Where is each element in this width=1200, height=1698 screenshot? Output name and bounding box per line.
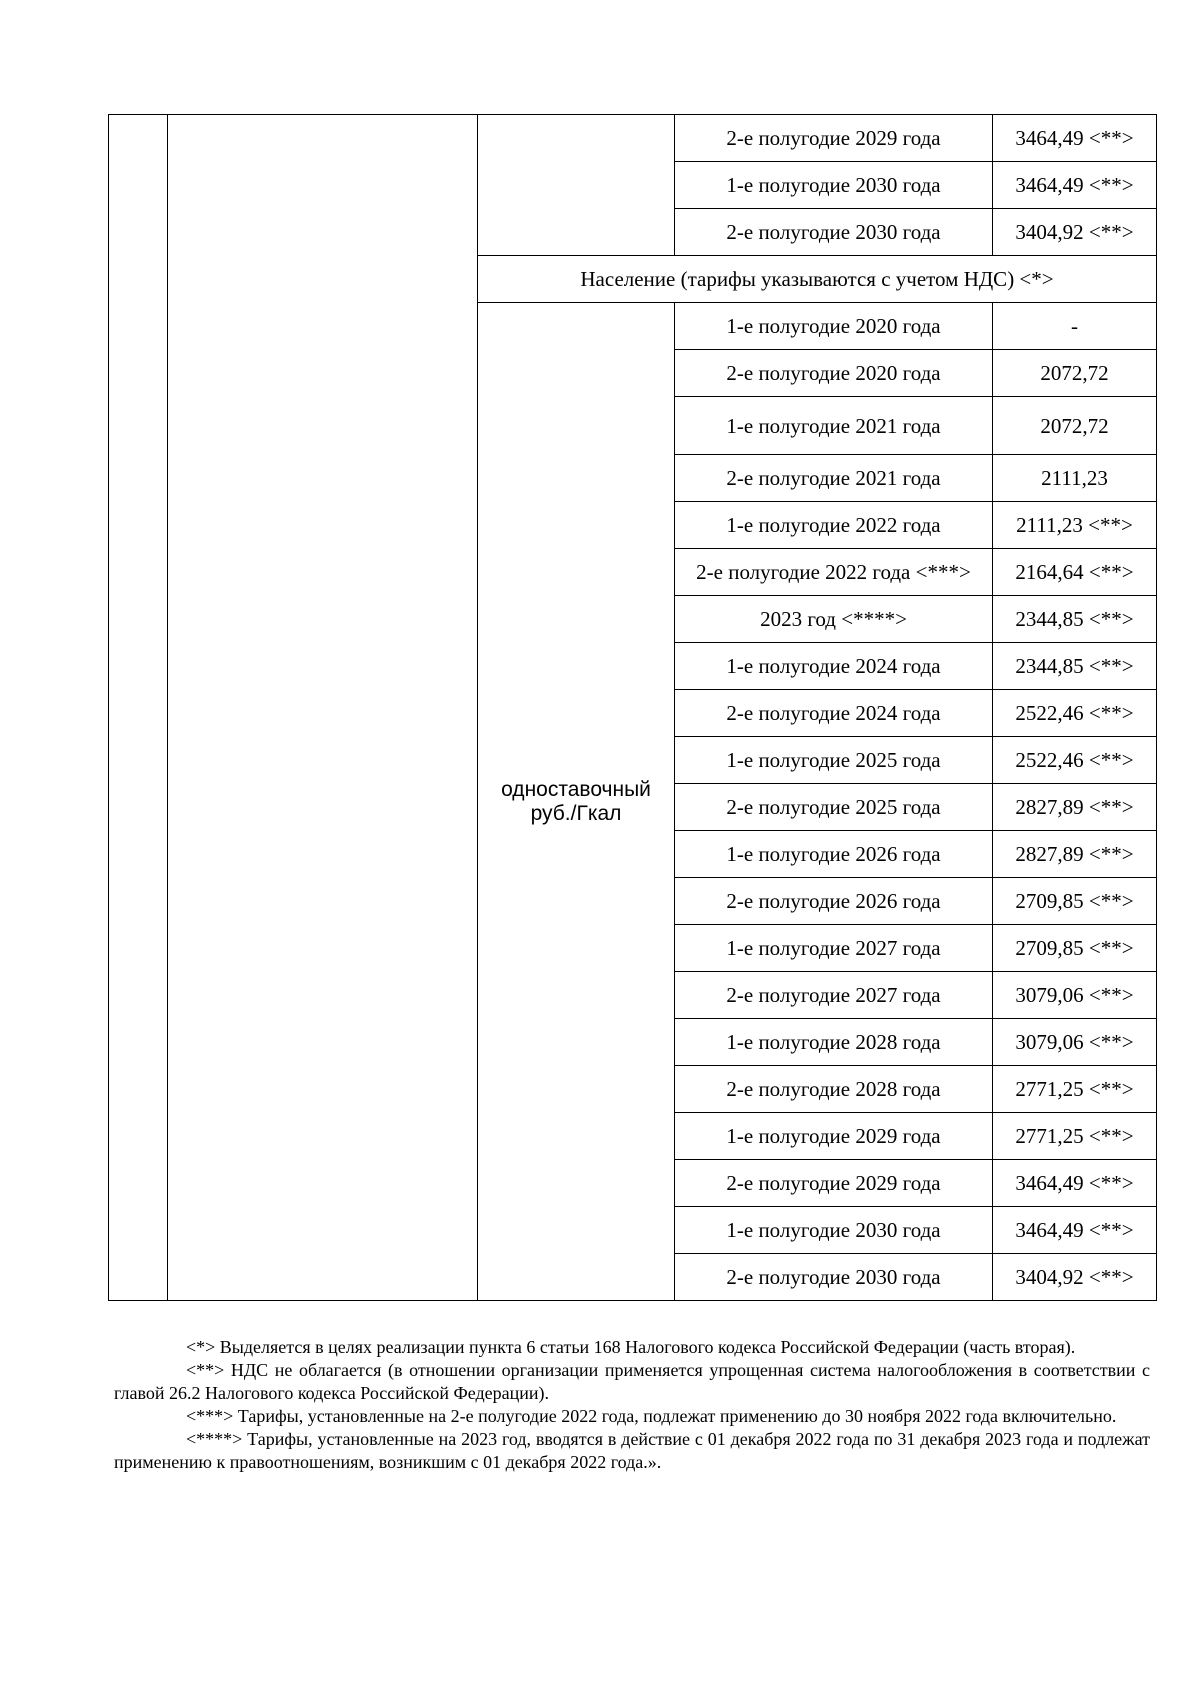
footnote-vat-exempt: <**> НДС не облагается (в отношении организации применяется упрощенная система налогообложения в соответствии с главой 26.2 Налогового кодекса Российской Федерации). bbox=[114, 1360, 1150, 1403]
period-cell: 2-е полугодие 2030 года bbox=[675, 209, 993, 256]
footnotes bbox=[114, 1336, 1150, 1474]
value-cell: 2522,46 <**> bbox=[993, 737, 1157, 784]
value-cell: 2344,85 <**> bbox=[993, 643, 1157, 690]
value-cell: 2709,85 <**> bbox=[993, 878, 1157, 925]
value-cell: 2072,72 bbox=[993, 350, 1157, 397]
period-cell: 1-е полугодие 2024 года bbox=[675, 643, 993, 690]
value-cell: 3079,06 <**> bbox=[993, 972, 1157, 1019]
value-cell: 3079,06 <**> bbox=[993, 1019, 1157, 1066]
period-cell: 2023 год <****> bbox=[675, 596, 993, 643]
period-cell: 2-е полугодие 2027 года bbox=[675, 972, 993, 1019]
period-cell: 1-е полугодие 2021 года bbox=[675, 397, 993, 455]
period-cell: 1-е полугодие 2030 года bbox=[675, 1207, 993, 1254]
value-cell: 3464,49 <**> bbox=[993, 1207, 1157, 1254]
period-cell: 2-е полугодие 2021 года bbox=[675, 455, 993, 502]
value-cell: 3464,49 <**> bbox=[993, 162, 1157, 209]
value-cell: 2827,89 <**> bbox=[993, 784, 1157, 831]
period-cell: 2-е полугодие 2029 года bbox=[675, 115, 993, 162]
period-cell: 1-е полугодие 2030 года bbox=[675, 162, 993, 209]
value-cell: 2522,46 <**> bbox=[993, 690, 1157, 737]
value-cell: 2709,85 <**> bbox=[993, 925, 1157, 972]
period-cell: 1-е полугодие 2020 года bbox=[675, 303, 993, 350]
value-cell: 2771,25 <**> bbox=[993, 1113, 1157, 1160]
index-cell bbox=[109, 115, 168, 1301]
period-cell: 1-е полугодие 2025 года bbox=[675, 737, 993, 784]
footnote-vat-allocation: <*> Выделяется в целях реализации пункта 6 статьи 168 Налогового кодекса Российской Федерации (часть вторая). bbox=[186, 1337, 1076, 1357]
period-cell: 1-е полугодие 2026 года bbox=[675, 831, 993, 878]
period-cell: 2-е полугодие 2026 года bbox=[675, 878, 993, 925]
tariff-table bbox=[108, 114, 1157, 1301]
value-cell: - bbox=[993, 303, 1157, 350]
period-cell: 1-е полугодие 2028 года bbox=[675, 1019, 993, 1066]
value-cell: 2111,23 bbox=[993, 455, 1157, 502]
tariff-type-cell-top bbox=[478, 115, 675, 256]
period-cell: 2-е полугодие 2024 года bbox=[675, 690, 993, 737]
value-cell: 2164,64 <**> bbox=[993, 549, 1157, 596]
table-row bbox=[109, 115, 1157, 162]
period-cell: 2-е полугодие 2020 года bbox=[675, 350, 993, 397]
value-cell: 3464,49 <**> bbox=[993, 1160, 1157, 1207]
value-cell: 2827,89 <**> bbox=[993, 831, 1157, 878]
tariff-type-cell bbox=[478, 303, 675, 1301]
footnote-2023: <****> Тарифы, установленные на 2023 год, вводятся в действие с 01 декабря 2022 года по 31 декабря 2023 года и подлежат применению к правоотношениям, возникшим с 01 декабря 2022 года.». bbox=[114, 1429, 1150, 1472]
value-cell: 3404,92 <**> bbox=[993, 209, 1157, 256]
value-cell: 2344,85 <**> bbox=[993, 596, 1157, 643]
footnote-2022-h2: <***> Тарифы, установленные на 2-е полугодие 2022 года, подлежат применению до 30 ноября 2022 года включительно. bbox=[186, 1406, 1117, 1426]
value-cell: 3464,49 <**> bbox=[993, 115, 1157, 162]
period-cell: 2-е полугодие 2022 года <***> bbox=[675, 549, 993, 596]
value-cell: 2111,23 <**> bbox=[993, 502, 1157, 549]
period-cell: 1-е полугодие 2022 года bbox=[675, 502, 993, 549]
value-cell: 3404,92 <**> bbox=[993, 1254, 1157, 1301]
unit-label: руб./Гкал bbox=[530, 801, 622, 825]
period-cell: 1-е полугодие 2027 года bbox=[675, 925, 993, 972]
tariff-type-label: одноставочный bbox=[501, 777, 651, 801]
organization-cell bbox=[168, 115, 478, 1301]
population-header: Население (тарифы указываются с учетом НДС) <*> bbox=[478, 256, 1157, 303]
period-cell: 2-е полугодие 2030 года bbox=[675, 1254, 993, 1301]
period-cell: 1-е полугодие 2029 года bbox=[675, 1113, 993, 1160]
period-cell: 2-е полугодие 2025 года bbox=[675, 784, 993, 831]
value-cell: 2771,25 <**> bbox=[993, 1066, 1157, 1113]
period-cell: 2-е полугодие 2028 года bbox=[675, 1066, 993, 1113]
value-cell: 2072,72 bbox=[993, 397, 1157, 455]
period-cell: 2-е полугодие 2029 года bbox=[675, 1160, 993, 1207]
